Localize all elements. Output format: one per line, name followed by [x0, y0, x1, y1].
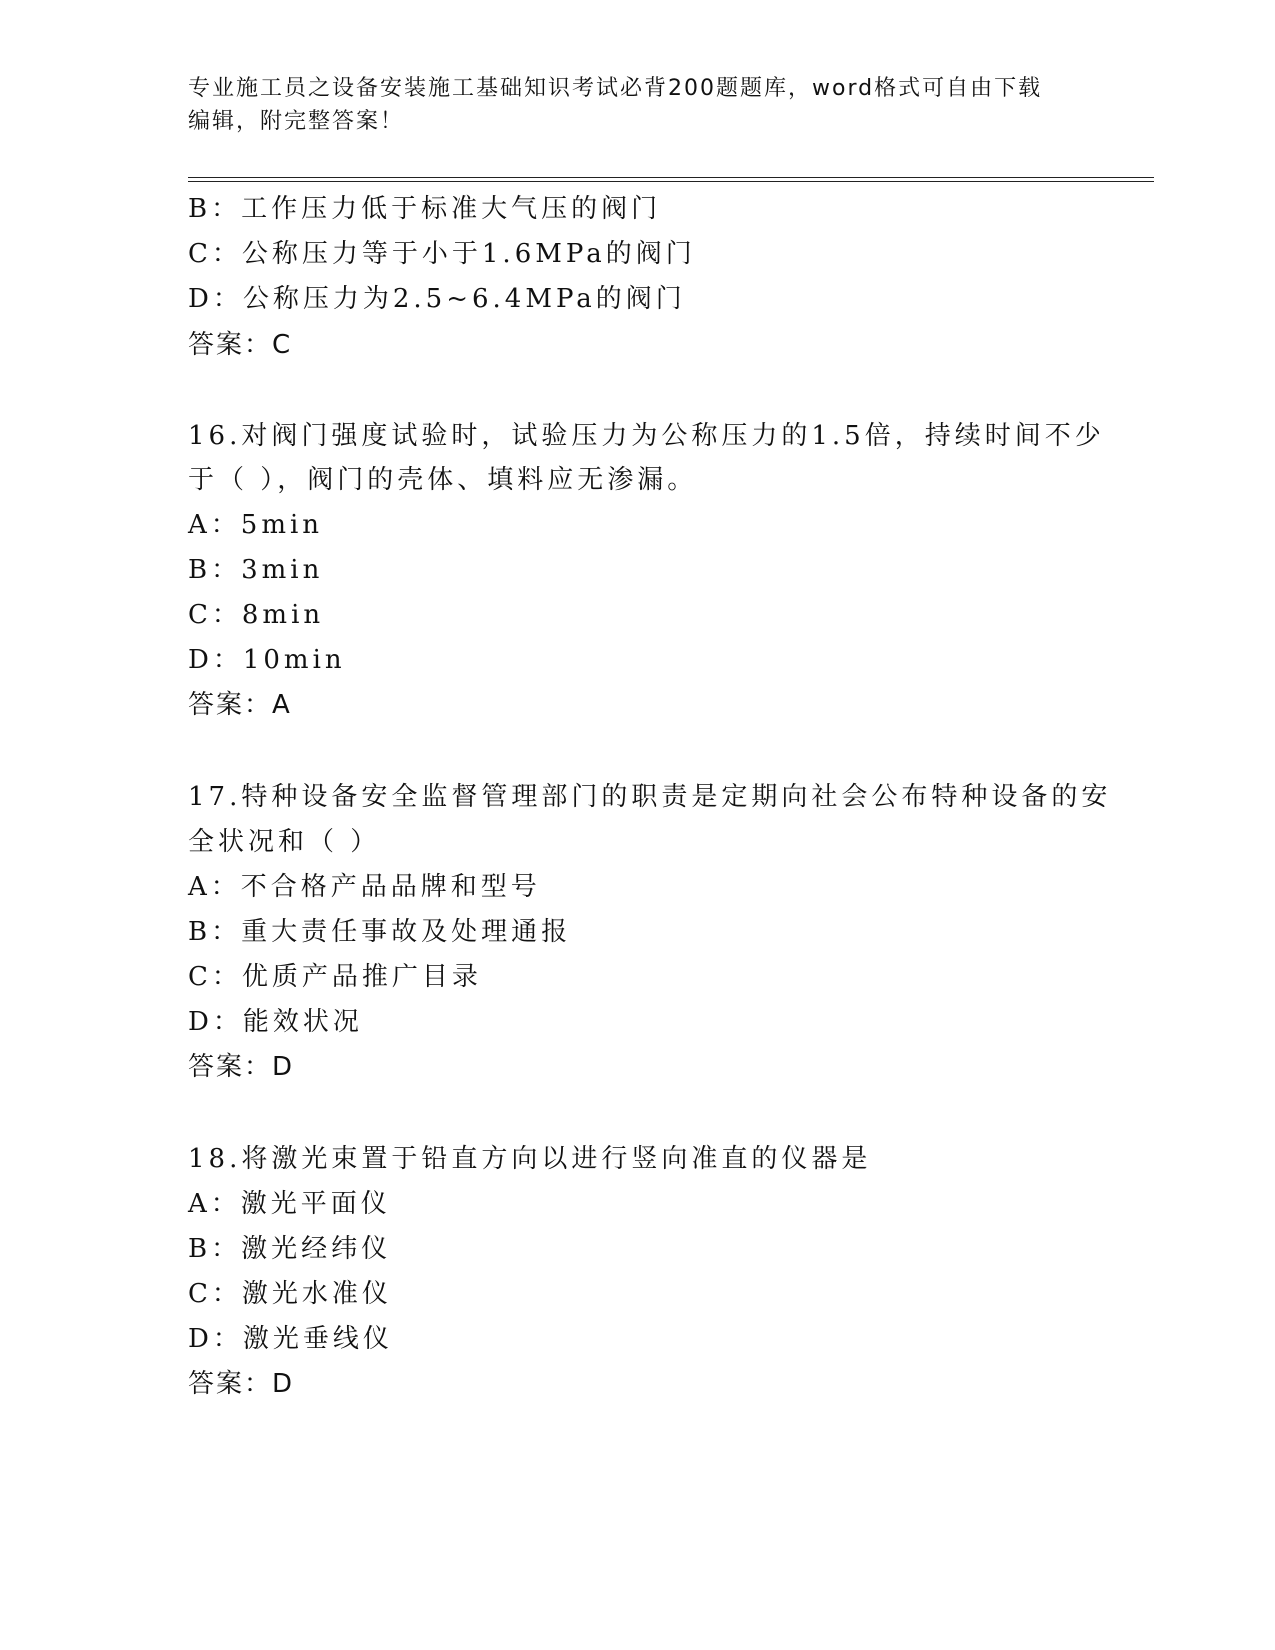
- q16-option-b: B：3min: [188, 555, 324, 585]
- q15-answer: 答案：C: [188, 330, 293, 360]
- q17-stem-line-2: 全状况和（ ）: [188, 827, 381, 857]
- q17-option-c: C：优质产品推广目录: [188, 962, 482, 992]
- header-title-line-1: 专业施工员之设备安装施工基础知识考试必背200题题库，word格式可自由下载: [188, 76, 1043, 101]
- q16-answer: 答案：A: [188, 690, 292, 720]
- q18-stem-line-1: 18.将激光束置于铅直方向以进行竖向准直的仪器是: [188, 1144, 872, 1174]
- q16-option-d: D：10min: [188, 645, 346, 675]
- q18-option-a: A：激光平面仪: [188, 1189, 391, 1219]
- q17-option-b: B：重大责任事故及处理通报: [188, 917, 572, 947]
- header-divider-top: [188, 177, 1154, 178]
- q17-option-d: D：能效状况: [188, 1007, 363, 1037]
- q17-answer: 答案：D: [188, 1052, 295, 1082]
- q18-option-b: B：激光经纬仪: [188, 1234, 392, 1264]
- q16-stem-line-2: 于（ ），阀门的壳体、填料应无渗漏。: [188, 465, 698, 495]
- q17-option-a: A：不合格产品品牌和型号: [188, 872, 541, 902]
- q18-answer: 答案：D: [188, 1369, 295, 1399]
- header-title-line-2: 编辑，附完整答案！: [188, 109, 405, 134]
- q16-stem-line-1: 16.对阀门强度试验时，试验压力为公称压力的1.5倍，持续时间不少: [188, 421, 1105, 451]
- q15-option-d: D：公称压力为2.5~6.4MPa的阀门: [188, 284, 686, 314]
- q16-option-a: A：5min: [188, 510, 324, 540]
- q15-option-c: C：公称压力等于小于1.6MPa的阀门: [188, 239, 696, 269]
- q18-option-c: C：激光水准仪: [188, 1279, 392, 1309]
- document-header: [188, 72, 1088, 138]
- q18-option-d: D：激光垂线仪: [188, 1324, 393, 1354]
- q17-stem-line-1: 17.特种设备安全监督管理部门的职责是定期向社会公布特种设备的安: [188, 782, 1112, 812]
- q15-option-b: B：工作压力低于标准大气压的阀门: [188, 194, 662, 224]
- q16-option-c: C：8min: [188, 600, 325, 630]
- header-divider-bottom: [188, 181, 1154, 182]
